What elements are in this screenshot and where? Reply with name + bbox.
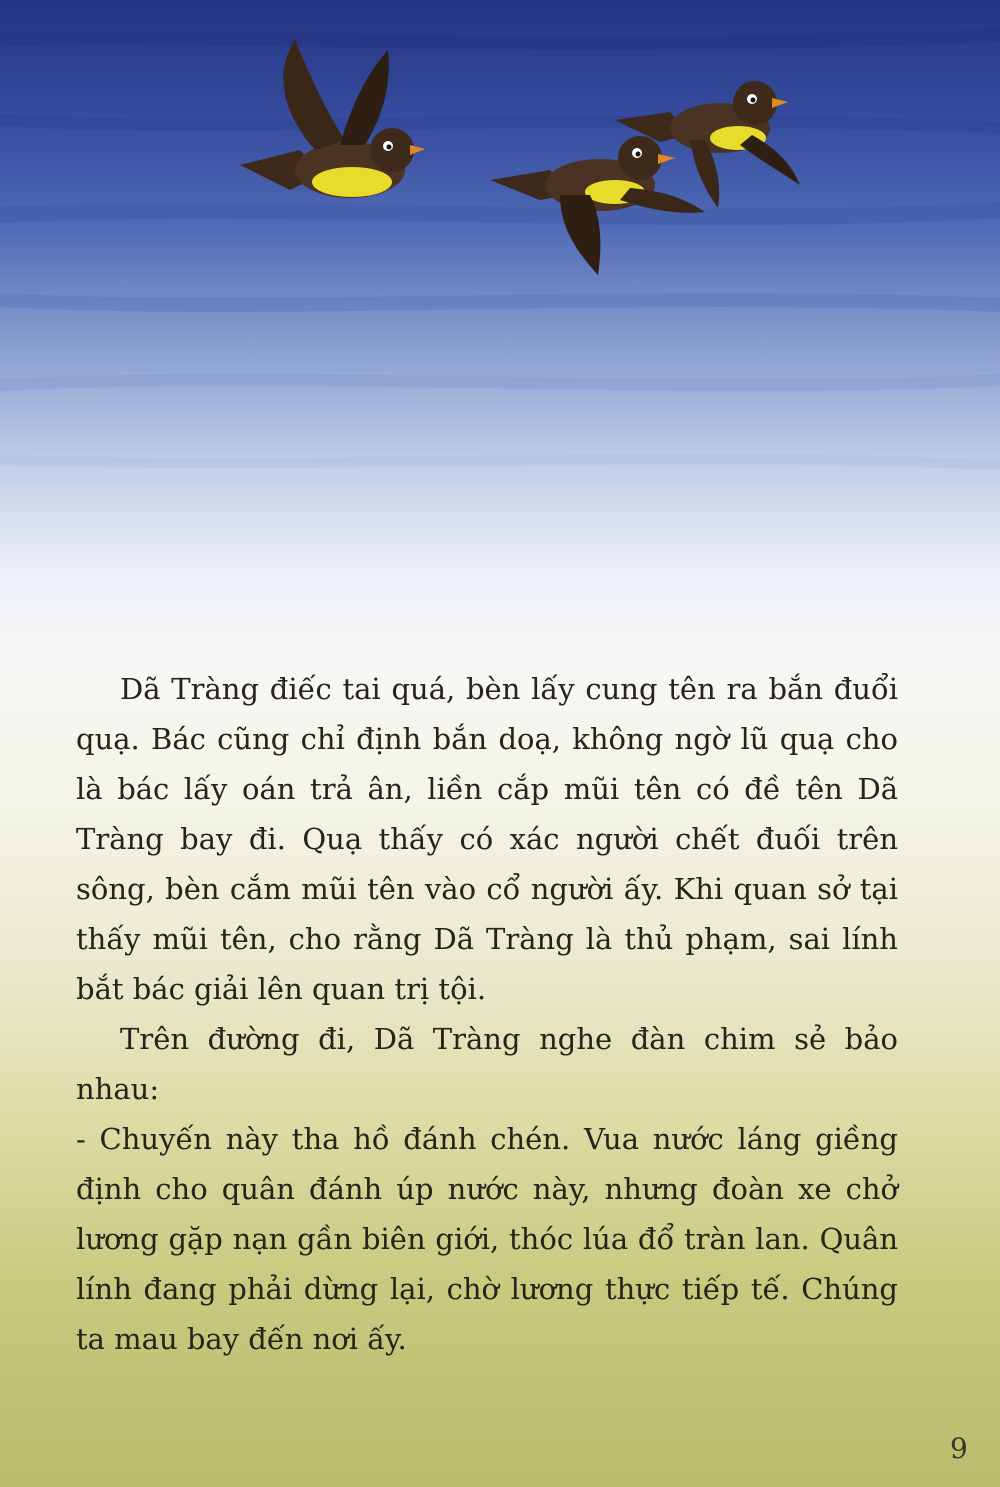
page-number: 9	[950, 1432, 968, 1465]
story-text	[76, 664, 898, 1364]
story-paragraph: - Chuyến này tha hồ đánh chén. Vua nước láng giềng định cho quân đánh úp nước này, nhưng đoàn xe chở lương gặp nạn gần biên giới, thóc lúa đổ tràn lan. Quân lính đang phải dừng lại, chờ lương thực tiếp tế. Chúng ta mau bay đến nơi ấy.	[76, 1122, 898, 1356]
sky-illustration	[0, 0, 1000, 620]
story-paragraph: Dã Tràng điếc tai quá, bèn lấy cung tên ra bắn đuổi quạ. Bác cũng chỉ định bắn doạ, không ngờ lũ quạ cho là bác lấy oán trả ân, liền cắp mũi tên có đề tên Dã Tràng bay đi. Quạ thấy có xác người chết đuối trên sông, bèn cắm mũi tên vào cổ người ấy. Khi quan sở tại thấy mũi tên, cho rằng Dã Tràng là thủ phạm, sai lính bắt bác giải lên quan trị tội.	[76, 672, 898, 1006]
story-paragraph: Trên đường đi, Dã Tràng nghe đàn chim sẻ bảo nhau:	[76, 1022, 898, 1106]
